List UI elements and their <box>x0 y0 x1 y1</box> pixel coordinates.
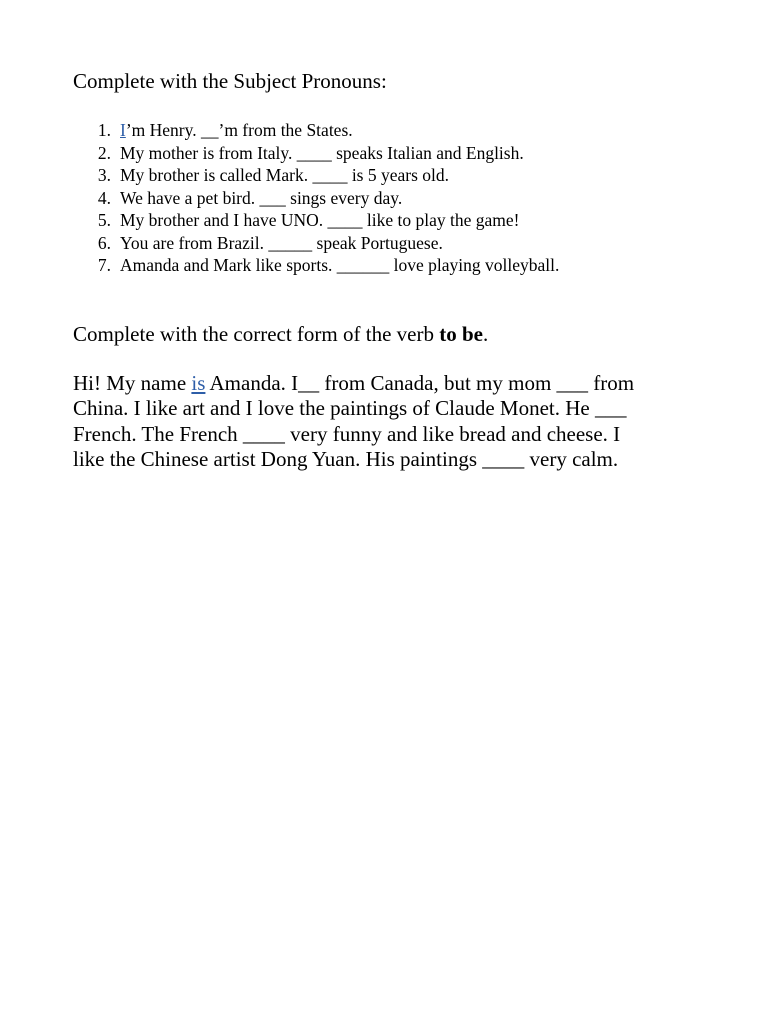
paragraph-line: French. The French ____ very funny and like bread and cheese. I <box>73 421 621 446</box>
list-item <box>73 232 559 255</box>
line-text: Hi! My name <box>73 371 192 395</box>
item-text: My brother and I have UNO. ____ like to play the game! <box>120 210 520 230</box>
item-text: My brother is called Mark. ____ is 5 years old. <box>120 165 450 185</box>
item-number: 4. <box>97 187 111 208</box>
section2-heading <box>73 321 488 347</box>
heading-prefix: Complete with the correct form of the verb <box>73 322 440 346</box>
item-number: 1. <box>97 120 111 140</box>
list-item <box>73 164 559 187</box>
section1-heading: Complete with the Subject Pronouns: <box>73 69 387 93</box>
item-number: 2. <box>97 142 111 163</box>
item-number: 7. <box>97 255 111 275</box>
heading-bold-verb: to be <box>439 322 483 346</box>
list-item <box>73 142 559 165</box>
list-item <box>73 209 559 232</box>
item-number: 3. <box>97 165 111 185</box>
verb-exercise-paragraph <box>73 371 703 472</box>
item-text: You are from Brazil. _____ speak Portuguese. <box>120 232 443 253</box>
list-item <box>73 119 559 142</box>
item-number: 5. <box>97 210 111 230</box>
item-number: 6. <box>97 232 111 253</box>
paragraph-line: China. I like art and I love the paintings of Claude Monet. He ___ <box>73 396 627 421</box>
item-text: We have a pet bird. ___ sings every day. <box>120 187 403 208</box>
item-text: ’m Henry. __’m from the States. <box>125 120 353 140</box>
line-text: Amanda. I__ from Canada, but my mom ___ from <box>205 371 635 395</box>
subject-pronoun-exercise-list <box>73 119 559 277</box>
answer-example: I <box>120 120 126 140</box>
heading-suffix: . <box>482 322 489 346</box>
item-text: My mother is from Italy. ____ speaks Italian and English. <box>120 142 524 163</box>
paragraph-line: like the Chinese artist Dong Yuan. His paintings ____ very calm. <box>73 446 619 471</box>
item-text: Amanda and Mark like sports. ______ love playing volleyball. <box>120 255 560 275</box>
answer-example: is <box>191 371 206 395</box>
list-item <box>73 254 559 277</box>
paragraph-line <box>73 371 703 396</box>
list-item <box>73 187 559 210</box>
